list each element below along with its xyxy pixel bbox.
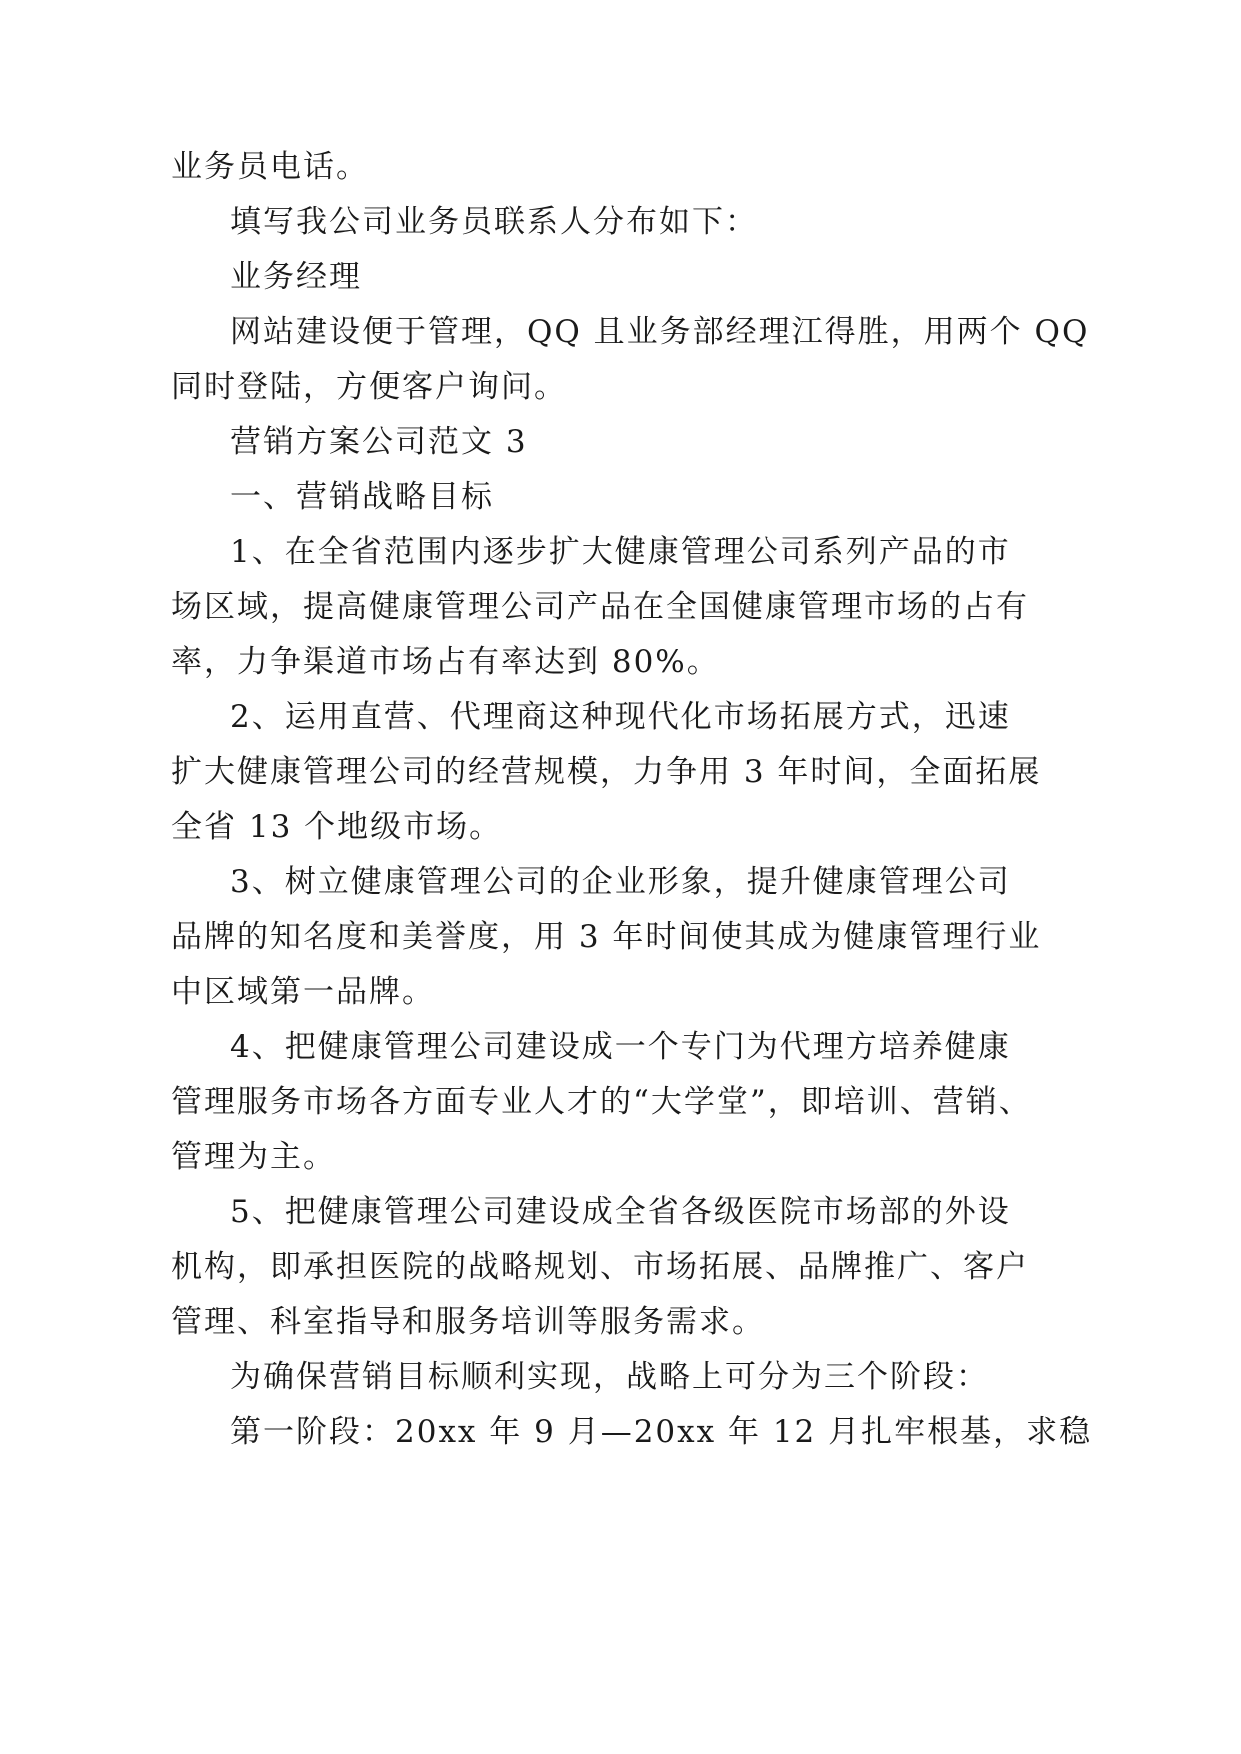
text-line: 网站建设便于管理，QQ 且业务部经理江得胜，用两个 QQ — [230, 314, 1090, 350]
text-line: 全省 13 个地级市场。 — [171, 809, 503, 845]
text-line: 机构，即承担医院的战略规划、市场拓展、品牌推广、客户 — [171, 1249, 1029, 1285]
text-line: 中区域第一品牌。 — [171, 974, 435, 1010]
text-line: 业务经理 — [230, 259, 362, 295]
section-heading: 营销方案公司范文 3 — [230, 424, 528, 460]
text-line: 填写我公司业务员联系人分布如下： — [230, 204, 758, 240]
text-line: 场区域，提高健康管理公司产品在全国健康管理市场的占有 — [171, 589, 1029, 625]
text-line: 扩大健康管理公司的经营规模，力争用 3 年时间，全面拓展 — [171, 754, 1042, 790]
text-line: 品牌的知名度和美誉度，用 3 年时间使其成为健康管理行业 — [171, 919, 1042, 955]
text-line: 管理为主。 — [171, 1139, 336, 1175]
text-line: 5、把健康管理公司建设成全省各级医院市场部的外设 — [230, 1194, 1011, 1230]
text-line: 4、把健康管理公司建设成一个专门为代理方培养健康 — [230, 1029, 1011, 1065]
text-line: 3、树立健康管理公司的企业形象，提升健康管理公司 — [230, 864, 1011, 900]
text-line: 率，力争渠道市场占有率达到 80%。 — [171, 644, 720, 680]
text-line: 第一阶段：20xx 年 9 月—20xx 年 12 月扎牢根基，求稳 — [230, 1414, 1093, 1450]
text-line: 2、运用直营、代理商这种现代化市场拓展方式，迅速 — [230, 699, 1011, 735]
section-heading: 一、营销战略目标 — [230, 479, 494, 515]
text-line: 管理、科室指导和服务培训等服务需求。 — [171, 1304, 765, 1340]
text-line: 管理服务市场各方面专业人才的“大学堂”，即培训、营销、 — [171, 1084, 1032, 1120]
text-line: 业务员电话。 — [171, 149, 369, 185]
text-line: 同时登陆，方便客户询问。 — [171, 369, 567, 405]
text-line: 为确保营销目标顺利实现，战略上可分为三个阶段： — [230, 1359, 989, 1395]
text-line: 1、在全省范围内逐步扩大健康管理公司系列产品的市 — [230, 534, 1011, 570]
